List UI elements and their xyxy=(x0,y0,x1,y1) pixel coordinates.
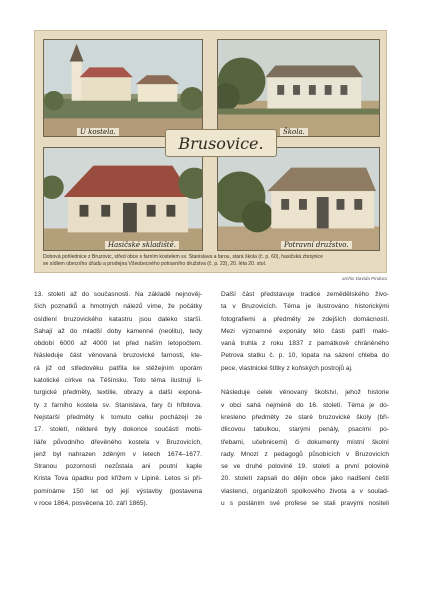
paragraph-gap xyxy=(221,375,389,387)
text-line: fotografiemi a předměty ze zdejších domácností. xyxy=(221,315,389,323)
text-line: se ve druhé polovině 19. století a první polovině xyxy=(221,463,389,471)
image-credit: archiv Davida Pindura xyxy=(342,276,387,281)
caption-line: Dobová pohlednice z Bruzovic, střed obce s farním kostelem sv. Stanislava a farou, stará škola (č. p. 60), hasičská zbrojnice xyxy=(43,254,323,260)
postcard-title: Brusovice. xyxy=(165,129,277,157)
text-line: Krista Tova úpadku pod křížem v Lipině. Letos si při- xyxy=(34,475,202,483)
text-line: dlicovou tabulkou, starými penály, psacími po- xyxy=(221,426,389,434)
text-line: turgické předměty, textilie, obrazy a další exponá- xyxy=(34,389,202,397)
coop-store-photo xyxy=(217,147,380,251)
firehouse-label: Hasičské skladiště. xyxy=(105,241,179,249)
text-line: kresleno předměty ze staré bruzovické školy (bři- xyxy=(221,413,389,421)
right-column xyxy=(221,289,389,510)
church-label: U kostela. xyxy=(77,128,119,136)
coop-label: Potravní družstvo. xyxy=(281,241,352,249)
text-line: liáře původního dřevěného kostela v Bruzovicích, xyxy=(34,438,202,446)
text-line: pomínáme 150 let od její výstavby (postavena xyxy=(34,487,202,495)
school-photo xyxy=(217,39,380,137)
text-line: v roce 1864, posvěcena 10. září 1865). xyxy=(34,500,148,508)
text-line: jenž byl nahrazen zděným v letech 1674–1677. xyxy=(34,450,202,458)
text-line: rá již od středověku patřila ke stěžejním oporám xyxy=(34,364,202,372)
text-line: Následuje celek věnovaný školství, jehož historie xyxy=(221,389,389,397)
text-line: Nejstarší předměty k tomuto celku pocházejí ze xyxy=(34,413,202,421)
text-line: ty z farního kostela sv. Stanislava, fary či hřbitova. xyxy=(34,401,202,409)
text-line: 13. století až do současnosti. Na základě nejnověj- xyxy=(34,291,202,298)
postcard-image xyxy=(34,30,387,273)
church-photo xyxy=(43,39,203,137)
text-line: 20. století zapsali do dějin obce jako nadšení čeští xyxy=(221,475,389,483)
postcard-caption xyxy=(43,254,380,267)
text-line: vaná truhla z roku 1837 z památkově chráněného xyxy=(221,340,389,348)
firehouse-photo xyxy=(43,147,203,251)
school-label: Škola. xyxy=(280,128,308,136)
text-line: ších poznatků a hmotných nálezů víme, že počátky xyxy=(34,303,202,311)
text-line: Sahají až do mladší doby kamenné (neolitu), tedy xyxy=(34,327,202,335)
text-line: osídlení bruzovického katastru jsou daleko starší. xyxy=(34,315,202,323)
text-line: v obci sahá nejméně do 16. století. Téma je do- xyxy=(221,401,389,409)
left-column xyxy=(34,289,202,510)
text-line: u s posláním své profese se stali pravými nositeli xyxy=(221,500,389,508)
text-line: třebami, učebnicemi) či dokumenty místní školní xyxy=(221,438,389,446)
text-line: katolické církve na Těšínsku. Toto téma ilustrují li- xyxy=(34,377,202,385)
text-line: období 6000 až 4000 let před naším letopočtem. xyxy=(34,340,202,348)
text-line: 17. století, některé byly dokonce součástí mobi- xyxy=(34,426,202,434)
text-line: Následuje část věnovaná bruzovické farnosti, kte- xyxy=(34,352,202,360)
text-line: ta v Bruzovicích. Téma je ilustrováno historickými xyxy=(221,303,389,311)
text-line: vlastenci, organizátoři spolkového života a v soulad- xyxy=(221,487,389,495)
text-line: Petrova statku č. p. 10, lopata na sázení chleba do xyxy=(221,352,389,360)
text-line: Další část představuje tradice zemědělského živo- xyxy=(221,291,389,298)
text-line: rady. Mnozí z pedagogů působících v Bruzovicích xyxy=(221,450,389,458)
text-line: Stranou pozornosti nezůstala ani poutní kaple xyxy=(34,463,202,471)
caption-line: se sídlem obecního úřadu a prodejna Všeobecného potravního družstva (č. p. 23), 20. léta 20. stol. xyxy=(43,260,267,267)
text-line: pece, vlastnické štítky z koňských postrojů aj. xyxy=(221,364,353,372)
text-line: Mezi významné exponáty této části patří malo- xyxy=(221,327,389,335)
